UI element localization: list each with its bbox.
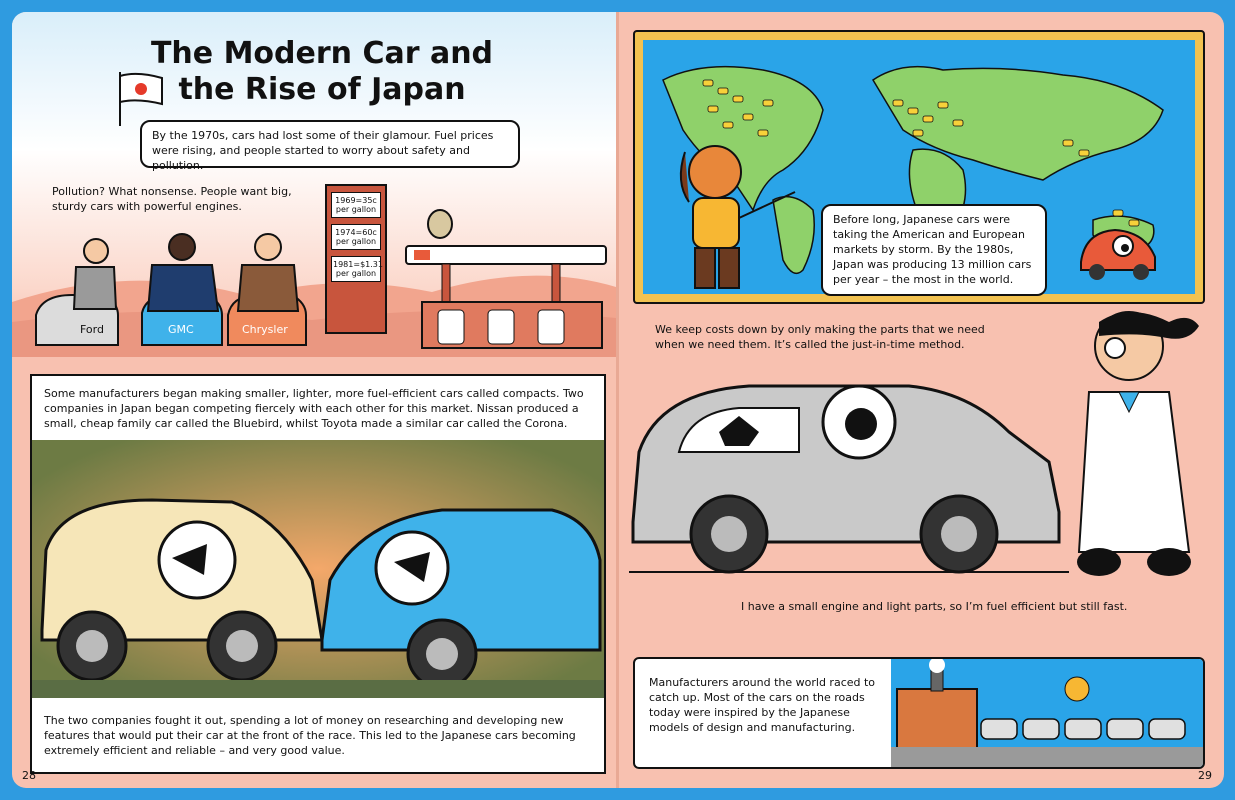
factory-illustration bbox=[891, 659, 1205, 767]
price-sign bbox=[325, 184, 387, 334]
map-text: Before long, Japanese cars were taking the American and European markets by storm. By the 1980s, Japan was producing 13 million cars per year – the most in the world. bbox=[833, 213, 1032, 286]
price-1969: 1969=35c per gallon bbox=[331, 192, 381, 218]
compacts-text: Some manufacturers began making smaller, lighter, more fuel-efficient cars called compacts. Two companies in Japan began competing fiercely with each other for this market. Nissan produced a small, cheap family car called the Bluebird, whilst Toyota made a similar car called the Corona. bbox=[44, 387, 584, 430]
left-page bbox=[12, 12, 616, 788]
gmc-label: GMC bbox=[168, 323, 194, 336]
car-race-illustration bbox=[32, 440, 604, 698]
map-text-box bbox=[821, 204, 1047, 296]
gray-car-illustration bbox=[629, 362, 1069, 582]
race-panel bbox=[30, 374, 606, 774]
price-1974: 1974=60c per gallon bbox=[331, 224, 381, 250]
engineer-speech: We keep costs down by only making the parts that we need when we need them. It’s called the just-in-time method. bbox=[655, 323, 985, 351]
pollution-speech: Pollution? What nonsense. People want big, sturdy cars with powerful engines. bbox=[52, 185, 292, 213]
factory-panel bbox=[633, 657, 1205, 769]
right-page bbox=[619, 12, 1224, 788]
gas-station-illustration bbox=[402, 202, 612, 352]
engineer-illustration bbox=[1039, 302, 1219, 592]
page-number-left: 28 bbox=[22, 769, 36, 782]
intro-text: By the 1970s, cars had lost some of their glamour. Fuel prices were rising, and people started to worry about safety and pollution. bbox=[152, 129, 494, 172]
ford-label: Ford bbox=[80, 323, 104, 336]
intro-box bbox=[140, 120, 520, 172]
world-map-frame bbox=[633, 30, 1205, 304]
page-number-right: 29 bbox=[1198, 769, 1212, 782]
red-car-icon bbox=[1075, 212, 1165, 282]
chrysler-label: Chrysler bbox=[242, 323, 288, 336]
page-title: The Modern Car and the Rise of Japan bbox=[150, 36, 494, 107]
car-speech: I have a small engine and light parts, so I’m fuel efficient but still fast. bbox=[741, 600, 1128, 613]
race-text: The two companies fought it out, spending a lot of money on researching and developing new features that would put their car at the front of the race. This led to the Japanese cars becoming extremely efficient and reliable – and very good value. bbox=[44, 714, 576, 757]
bottom-text: Manufacturers around the world raced to catch up. Most of the cars on the roads today were inspired by the Japanese models of design and manufacturing. bbox=[649, 676, 876, 734]
dog-teacher-illustration bbox=[665, 132, 805, 302]
price-1981: 1981=$1.31 per gallon bbox=[331, 256, 381, 282]
car-labels bbox=[52, 317, 302, 341]
